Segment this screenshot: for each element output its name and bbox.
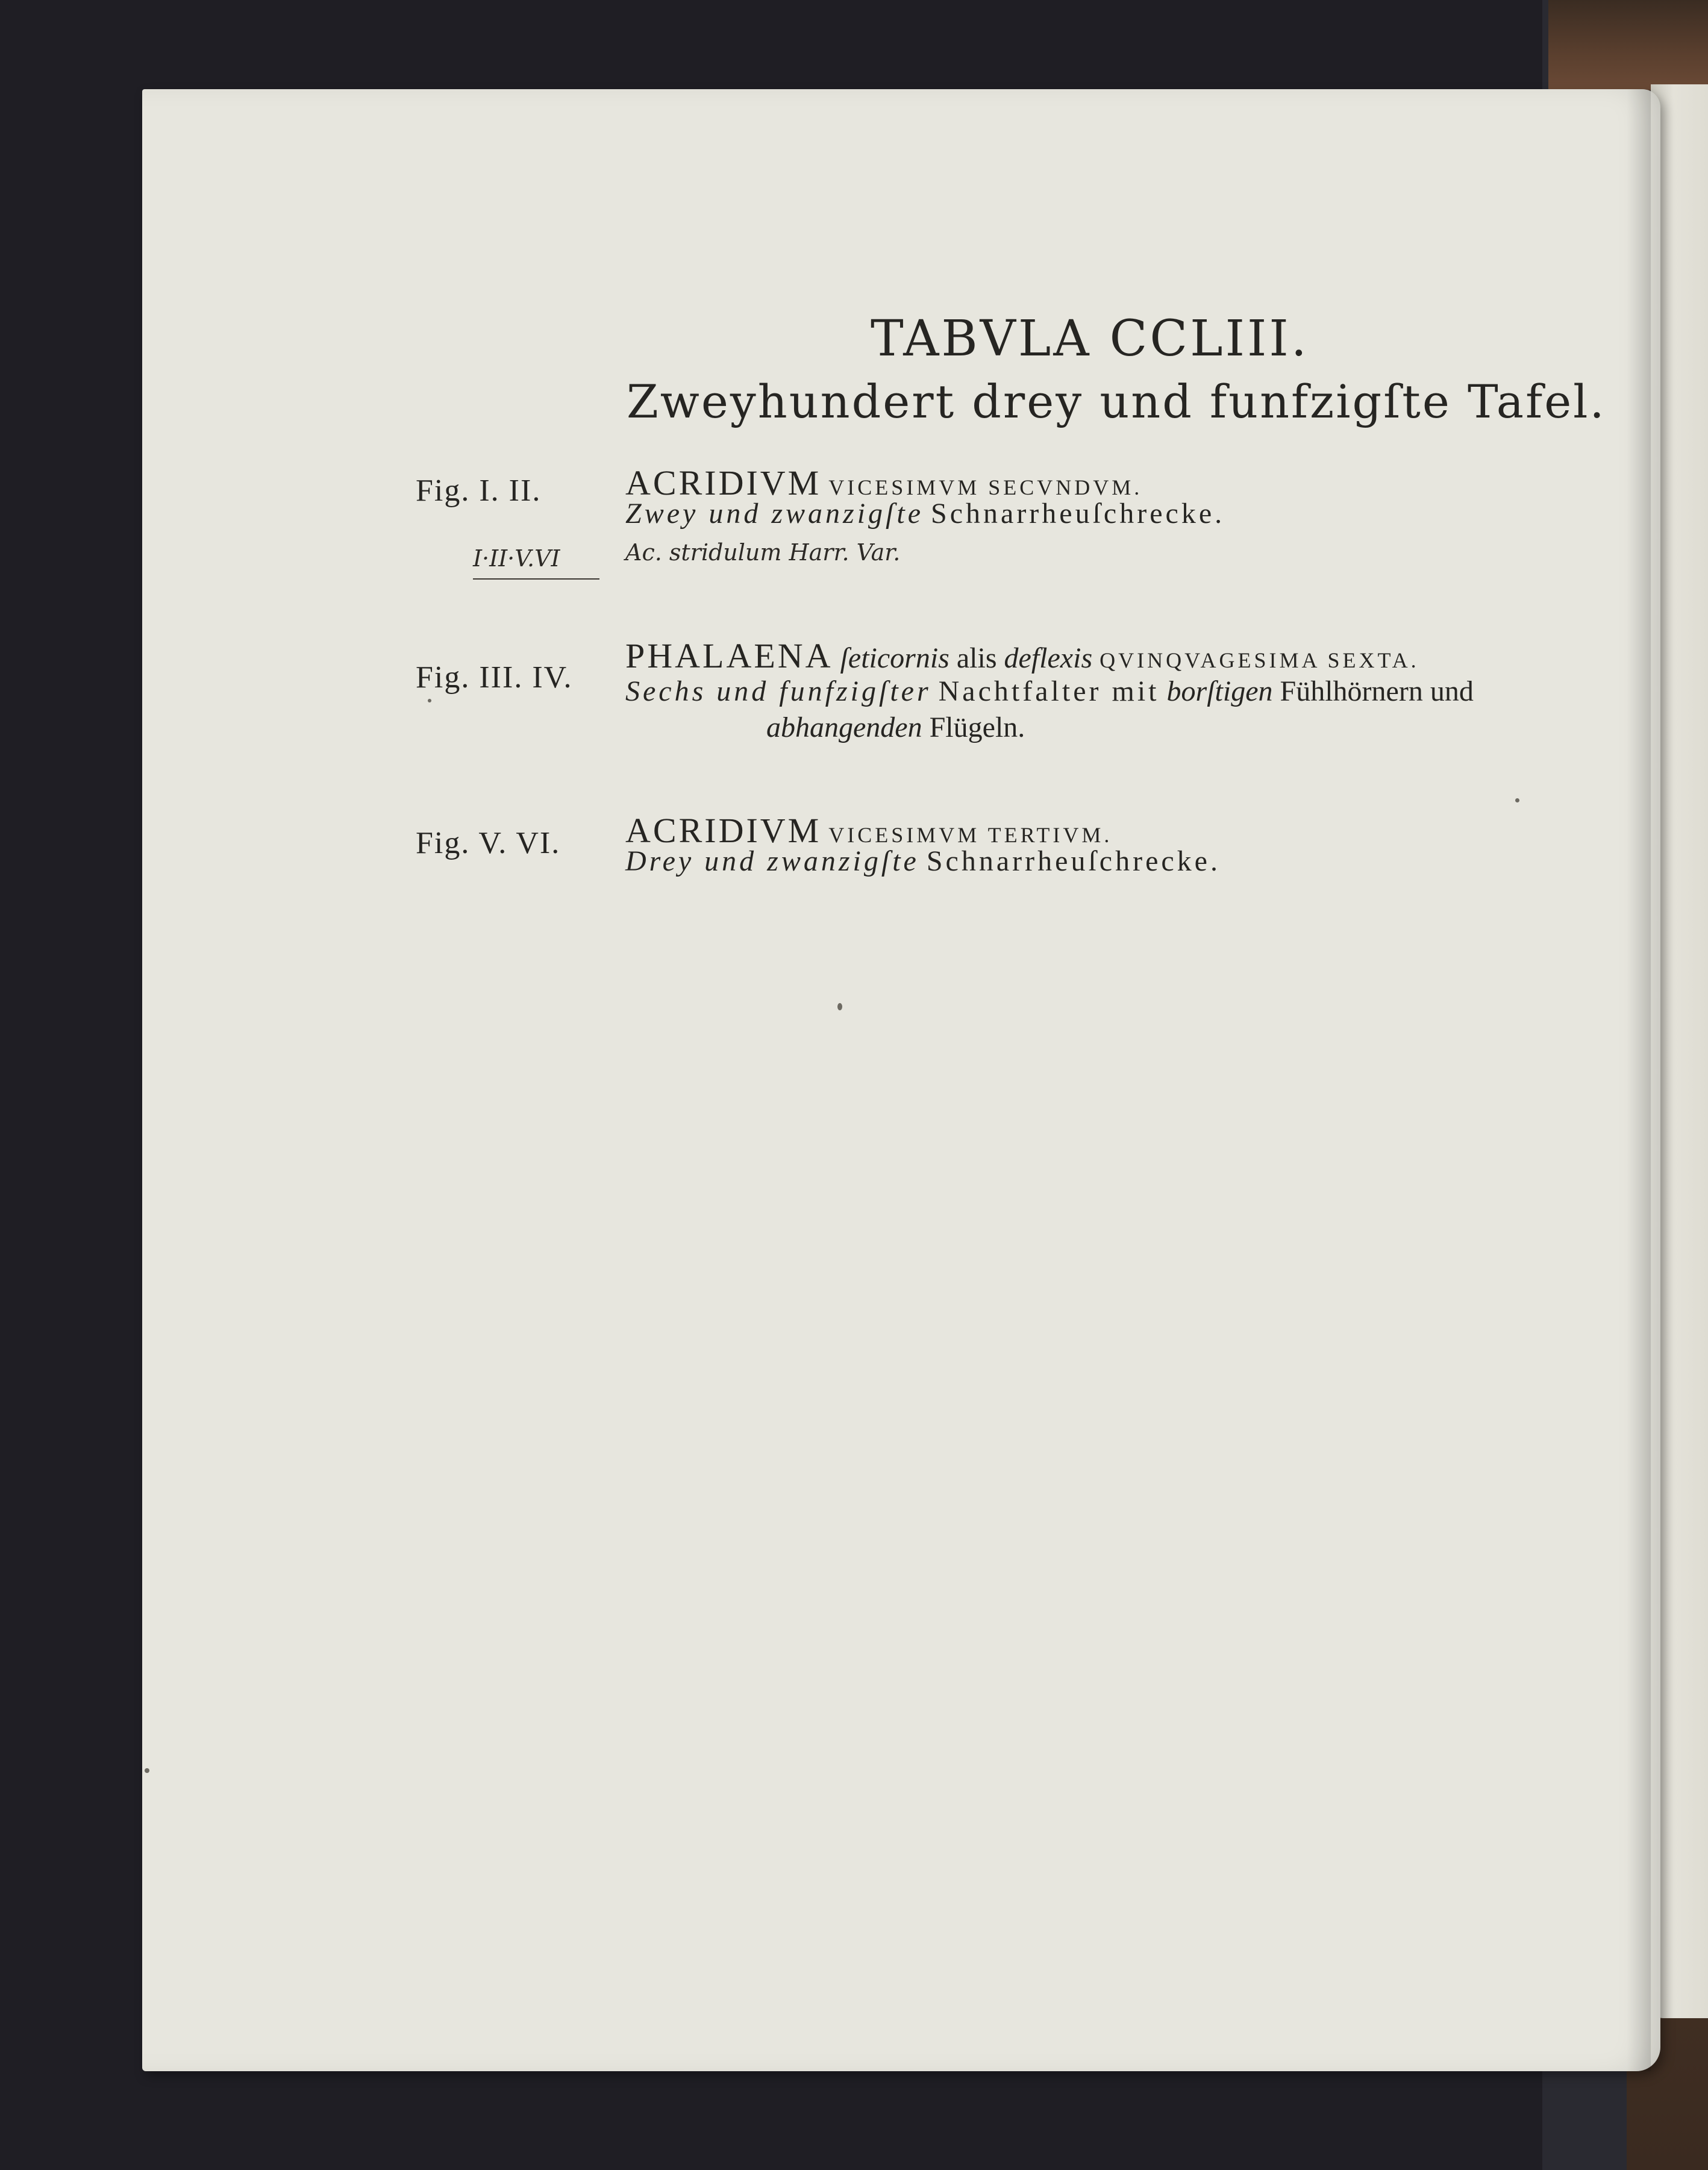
- plate-subtitle: Zweyhundert drey und funfzigſte Tafel.: [627, 375, 1606, 428]
- entry-2-latin-italic-1: ſeticornis: [840, 642, 949, 674]
- entry-2-german-italic-2: borſtigen: [1166, 675, 1273, 707]
- book-cover-edge-top: [1548, 0, 1708, 90]
- entry-2-german-line-1: [625, 675, 1474, 708]
- entry-3-german-name: Schnarrheuſchrecke.: [926, 845, 1221, 877]
- figure-label-3: Fig. V. VI.: [416, 826, 561, 860]
- entry-1-german: [625, 497, 1225, 530]
- entry-1-german-name: Schnarrheuſchrecke.: [931, 498, 1225, 530]
- entry-1-genus: ACRIDIVM: [625, 463, 822, 502]
- plate-title: TABVLA CCLIII.: [871, 310, 1309, 367]
- page-gutter-shadow: [1627, 89, 1651, 2071]
- entry-2-latin-italic-2: deflexis: [1004, 642, 1093, 674]
- entry-1-species: VICESIMVM SECVNDVM.: [828, 475, 1143, 499]
- entry-3-german-italic: Drey und zwanzigſte: [625, 845, 919, 877]
- paper-speck: [1515, 798, 1519, 802]
- entry-3-genus: ACRIDIVM: [625, 811, 822, 850]
- figure-label-2: Fig. III. IV.: [416, 660, 573, 695]
- entry-2-german-italic-1: Sechs und funfzigſter: [625, 675, 931, 707]
- paper-speck: [145, 1768, 149, 1773]
- handwritten-underline: [473, 578, 599, 580]
- paper-speck: [428, 699, 431, 702]
- entry-2-species: QVINQVAGESIMA SEXTA.: [1100, 648, 1419, 672]
- figure-label-1: Fig. I. II.: [416, 474, 542, 508]
- entry-2-latin-plain: alis: [956, 642, 997, 674]
- entry-3-species: VICESIMVM TERTIVM.: [828, 823, 1113, 847]
- entry-2-german-italic-3: abhangenden: [766, 711, 922, 743]
- entry-2-latin: [625, 636, 1419, 676]
- entry-2-german-line-2: [766, 711, 1025, 744]
- entry-2-genus: PHALAENA: [625, 636, 833, 675]
- paper-speck: [837, 1003, 842, 1010]
- handwritten-species-note: Ac. stridulum Harr. Var.: [625, 539, 901, 566]
- handwritten-figure-note: I·II·V.VI: [473, 545, 560, 572]
- entry-2-german-plain-2: Fühlhörnern und: [1280, 675, 1474, 707]
- entry-3-german: [625, 845, 1221, 878]
- entry-2-german-plain-3: Flügeln.: [929, 711, 1025, 743]
- entry-1-german-italic: Zwey und zwanzigſte: [625, 498, 924, 530]
- entry-2-german-plain-1: Nachtfalter mit: [938, 675, 1160, 707]
